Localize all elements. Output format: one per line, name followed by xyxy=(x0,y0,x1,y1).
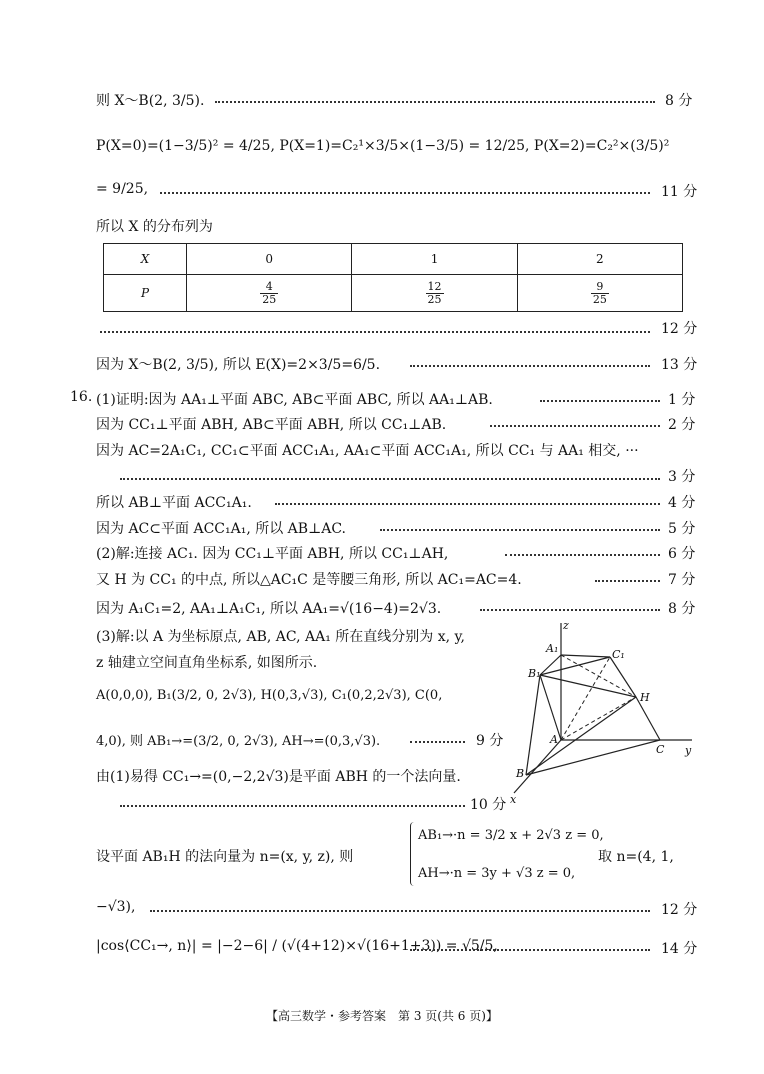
leader-dots xyxy=(160,192,650,194)
denominator: 25 xyxy=(262,292,277,306)
table-cell: 0 xyxy=(187,244,352,275)
table-row xyxy=(104,244,683,275)
numerator: 9 xyxy=(591,281,609,294)
text-line: (1)证明:因为 AA₁⊥平面 ABC, AB⊂平面 ABC, 所以 AA₁⊥AB. xyxy=(96,392,493,408)
text-line: 取 n=(4, 1, xyxy=(598,849,674,865)
edge xyxy=(526,675,540,775)
score: 3 分 xyxy=(668,469,696,485)
leader-dots xyxy=(595,580,660,582)
dashed-edge xyxy=(561,657,610,740)
table-cell: X xyxy=(104,244,187,275)
text-line: (2)解:连接 AC₁. 因为 CC₁⊥平面 ABH, 所以 CC₁⊥AH, xyxy=(96,546,449,562)
label-c: C xyxy=(656,743,665,756)
edge xyxy=(540,675,636,697)
text-line: 4,0), 则 AB₁→=(3/2, 0, 2√3), AH→=(0,3,√3). xyxy=(96,734,381,749)
leader-dots xyxy=(490,425,660,427)
leader-dots xyxy=(380,529,660,531)
distribution-table xyxy=(103,243,683,312)
dashed-edge xyxy=(561,655,636,697)
table-cell: 1 xyxy=(352,244,517,275)
numerator: 4 xyxy=(260,281,278,294)
label-h: H xyxy=(640,691,650,704)
label-a: A xyxy=(550,733,558,746)
table-cell xyxy=(517,275,682,312)
score: 12 分 xyxy=(661,321,698,337)
text-line: (3)解:以 A 为坐标原点, AB, AC, AA₁ 所在直线分别为 x, y, xyxy=(96,629,466,645)
denominator: 25 xyxy=(427,292,442,306)
text-line: 因为 X～B(2, 3/5), 所以 E(X)=2×3/5=6/5. xyxy=(96,357,381,373)
leader-dots xyxy=(540,400,660,402)
score: 8 分 xyxy=(668,601,696,617)
score: 9 分 xyxy=(476,733,504,749)
label-z: z xyxy=(563,619,569,632)
text-line: P(X=0)=(1−3/5)² = 4/25, P(X=1)=C₂¹×3/5×(1−3/5) = 12/25, P(X=2)=C₂²×(3/5)² xyxy=(96,138,670,154)
text-line: 因为 CC₁⊥平面 ABH, AB⊂平面 ABH, 所以 CC₁⊥AB. xyxy=(96,417,447,433)
brace xyxy=(410,822,414,886)
edge xyxy=(526,697,636,775)
leader-dots xyxy=(120,478,660,480)
score: 1 分 xyxy=(668,392,696,408)
leader-dots xyxy=(505,554,660,556)
text-line: 所以 AB⊥平面 ACC₁A₁. xyxy=(96,495,252,511)
text-line: A(0,0,0), B₁(3/2, 0, 2√3), H(0,3,√3), C₁(0,2,2√3), C(0, xyxy=(96,688,443,703)
score: 2 分 xyxy=(668,417,696,433)
text-line: 由(1)易得 CC₁→=(0,−2,2√3)是平面 ABH 的一个法向量. xyxy=(96,769,461,785)
leader-dots xyxy=(410,741,465,743)
text-line: −√3), xyxy=(96,899,136,915)
page-footer: 【高三数学・参考答案 第 3 页(共 6 页)】 xyxy=(266,1009,498,1023)
edge xyxy=(610,657,636,697)
label-c1: C₁ xyxy=(612,648,625,661)
label-y: y xyxy=(685,744,692,757)
score: 12 分 xyxy=(661,902,698,918)
score: 7 分 xyxy=(668,572,696,588)
label-x: x xyxy=(510,793,517,806)
text-line: |cos⟨CC₁→, n⟩| = |−2−6| / (√(4+12)×√(16+1+3)) = √5/5, xyxy=(96,938,498,954)
leader-dots xyxy=(215,101,655,103)
fraction xyxy=(591,281,609,305)
edge xyxy=(561,655,610,657)
score: 5 分 xyxy=(668,521,696,537)
leader-dots xyxy=(275,503,660,505)
text-line: 则 X～B(2, 3/5). xyxy=(96,93,205,109)
text-line: 因为 AC=2A₁C₁, CC₁⊂平面 ACC₁A₁, AA₁⊂平面 ACC₁A₁, 所以 CC₁ 与 AA₁ 相交, ··· xyxy=(96,443,639,459)
leader-dots xyxy=(410,949,650,951)
text-line: 设平面 AB₁H 的法向量为 n=(x, y, z), 则 xyxy=(96,849,354,865)
score: 6 分 xyxy=(668,546,696,562)
score: 4 分 xyxy=(668,495,696,511)
label-b1: B₁ xyxy=(528,667,541,680)
text-line: 因为 A₁C₁=2, AA₁⊥A₁C₁, 所以 AA₁=√(16−4)=2√3. xyxy=(96,601,442,617)
denominator: 25 xyxy=(592,292,607,306)
equation: AB₁→·n = 3/2 x + 2√3 z = 0, xyxy=(418,828,604,843)
score: 8 分 xyxy=(665,93,693,109)
fraction xyxy=(426,281,444,305)
score: 10 分 xyxy=(470,797,507,813)
leader-dots xyxy=(100,331,650,333)
text-line: z 轴建立空间直角坐标系, 如图所示. xyxy=(96,655,318,671)
table-cell xyxy=(352,275,517,312)
label-a1: A₁ xyxy=(546,642,559,655)
edge xyxy=(540,657,610,675)
text-line: 因为 AC⊂平面 ACC₁A₁, 所以 AB⊥AC. xyxy=(96,521,347,537)
table-cell: P xyxy=(104,275,187,312)
fraction xyxy=(260,281,278,305)
label-b: B xyxy=(516,767,525,780)
table-row xyxy=(104,275,683,312)
equation: AH→·n = 3y + √3 z = 0, xyxy=(418,866,576,881)
leader-dots xyxy=(150,910,650,912)
text-line: = 9/25, xyxy=(96,181,149,197)
table-cell xyxy=(187,275,352,312)
geometry-figure xyxy=(500,615,700,810)
numerator: 12 xyxy=(427,279,442,293)
score: 11 分 xyxy=(661,184,698,200)
leader-dots xyxy=(120,805,465,807)
score: 13 分 xyxy=(661,357,698,373)
text-line: 又 H 为 CC₁ 的中点, 所以△AC₁C 是等腰三角形, 所以 AC₁=AC=4. xyxy=(96,572,522,588)
leader-dots xyxy=(410,365,650,367)
score: 14 分 xyxy=(661,941,698,957)
dashed-edge xyxy=(561,697,636,740)
text-line: 所以 X 的分布列为 xyxy=(96,219,213,235)
question-number: 16. xyxy=(70,389,93,405)
table-cell: 2 xyxy=(517,244,682,275)
edge xyxy=(540,675,561,740)
leader-dots xyxy=(480,609,660,611)
